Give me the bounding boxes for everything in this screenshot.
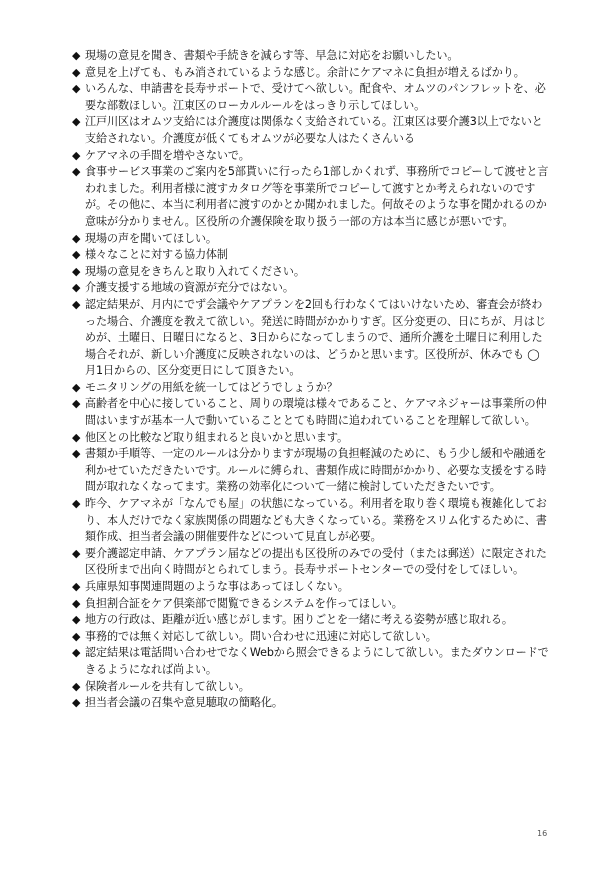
comment-text: 要介護認定申請、ケアプラン届などの提出も区役所のみでの受付（または郵送）に限定された区役所まで出向く時間がとられてしまう。長寿サポートセンターでの受付をしてほしい。 bbox=[85, 546, 547, 577]
diamond-bullet-icon: ◆ bbox=[72, 231, 81, 245]
diamond-bullet-icon: ◆ bbox=[72, 596, 81, 610]
comment-item bbox=[72, 430, 550, 447]
comment-item bbox=[72, 380, 550, 397]
page-number: 16 bbox=[537, 829, 548, 838]
comment-item bbox=[72, 629, 550, 646]
diamond-bullet-icon: ◆ bbox=[72, 115, 81, 129]
comment-text: いろんな、申請書を長寿サポートで、受けてへ欲しい。配食や、オムツのパンフレットを、必要な部数ほしい。江東区のローカルルールをはっきり示してほしい。 bbox=[85, 82, 546, 112]
comment-item bbox=[72, 297, 550, 380]
comment-text: 兵庫県知事関連問題のような事はあってほしくない。 bbox=[85, 580, 349, 593]
diamond-bullet-icon: ◆ bbox=[72, 580, 81, 593]
comment-item bbox=[72, 264, 550, 281]
comment-text: 認定結果は電話問い合わせでなくWebから照会できるようにして欲しい。またダウンロードできるようになれば尚よい。 bbox=[85, 646, 549, 676]
diamond-bullet-icon: ◆ bbox=[72, 397, 81, 411]
comment-text: 担当者会議の召集や意見聴取の簡略化。 bbox=[85, 696, 283, 710]
comment-text: 地方の行政は、距離が近い感じがします。困りごとを一緒に考える姿勢が感じ取れる。 bbox=[85, 613, 513, 627]
comment-text: ケアマネの手間を増やさないで。 bbox=[85, 148, 250, 162]
comment-item bbox=[72, 114, 550, 147]
comment-text: 現場の意見をきちんと取り入れてください。 bbox=[85, 264, 305, 278]
diamond-bullet-icon: ◆ bbox=[72, 148, 81, 162]
diamond-bullet-icon: ◆ bbox=[72, 430, 81, 444]
comment-item bbox=[72, 679, 550, 696]
comment-list bbox=[72, 48, 550, 712]
comment-item bbox=[72, 81, 550, 114]
comment-text: 様々なことに対する協力体制 bbox=[85, 248, 228, 262]
comment-text: 認定結果が、月内にでず会議やケアプランを2回も行わなくてはいけないため、審査会が終わった場合、介護度を教えて欲しい。発送に時間がかかりすぎ。区分変更の、日にちが、月はじめが、土曜日、日曜日になると、3日からになってしまうので、通所介護を土曜日に利用した場合それが、新しい介護度に反映されないのは、どうかと思います。区役所が、休みでも ◯月1日からの、区分変更日にして頂きたい。 bbox=[85, 297, 546, 378]
comment-item bbox=[72, 645, 550, 678]
diamond-bullet-icon: ◆ bbox=[72, 49, 81, 62]
comment-text: 介護支援する地域の資源が充分ではない。 bbox=[85, 281, 294, 295]
comment-text: 昨今、ケアマネが「なんでも屋」の状態になっている。利用者を取り巻く環境も複雑化しており、本人だけでなく家族関係の問題なども大きくなっている。業務をスリム化するために、書類作成、担当者会議の開催要件などについて見直しが必要。 bbox=[85, 497, 547, 544]
comment-text: 保険者ルールを共有して欲しい。 bbox=[85, 679, 250, 693]
comment-item bbox=[72, 280, 550, 297]
diamond-bullet-icon: ◆ bbox=[72, 380, 81, 394]
comment-item bbox=[72, 695, 550, 712]
comment-item bbox=[72, 164, 550, 230]
diamond-bullet-icon: ◆ bbox=[72, 447, 81, 461]
comment-text: 書類か手順等、一定のルールは分かりますが現場の負担軽減のために、もう少し緩和や融通を利かせていただきたいです。ルールに縛られ、書類作成に時間がかかり、必要な支援をする時間が取れなくなってます。業務の効率化について一緒に検討していただきたいです。 bbox=[85, 447, 547, 494]
diamond-bullet-icon: ◆ bbox=[72, 679, 81, 693]
diamond-bullet-icon: ◆ bbox=[72, 613, 81, 627]
diamond-bullet-icon: ◆ bbox=[72, 264, 81, 278]
diamond-bullet-icon: ◆ bbox=[72, 281, 81, 295]
comment-item bbox=[72, 65, 550, 82]
diamond-bullet-icon: ◆ bbox=[72, 546, 81, 560]
comment-item bbox=[72, 148, 550, 165]
diamond-bullet-icon: ◆ bbox=[72, 629, 81, 643]
comment-item bbox=[72, 446, 550, 496]
comment-text: 他区との比較など取り組まれると良いかと思います。 bbox=[85, 430, 348, 444]
diamond-bullet-icon: ◆ bbox=[72, 497, 81, 511]
diamond-bullet-icon: ◆ bbox=[72, 65, 81, 79]
comment-item bbox=[72, 396, 550, 429]
comment-text: 事務的では無く対応して欲しい。問い合わせに迅速に対応して欲しい。 bbox=[85, 629, 437, 643]
comment-item bbox=[72, 496, 550, 546]
comment-text: 食事サービス事業のご案内を5部貰いに行ったら1部しかくれず、事務所でコピーして渡せと言われました。利用者様に渡すカタログ等を事業所でコピーして渡すとか考えられないのですが。その他に、本当に利用者に渡すのかとか聞かれました。何故そのような事を聞かれるのか意味が分かりません。区役所の介護保険を取り扱う一部の方は本当に感じが悪いです。 bbox=[85, 165, 549, 228]
diamond-bullet-icon: ◆ bbox=[72, 646, 81, 660]
diamond-bullet-icon: ◆ bbox=[72, 82, 81, 96]
comment-item bbox=[72, 247, 550, 264]
comment-text: モニタリングの用紙を統一してはどうでしょうか？ bbox=[85, 380, 338, 394]
diamond-bullet-icon: ◆ bbox=[72, 248, 81, 262]
comment-text: 負担割合証をケア倶楽部で閲覧できるシステムを作ってほしい。 bbox=[85, 596, 403, 610]
comment-item bbox=[72, 612, 550, 629]
comment-text: 高齢者を中心に接していること、周りの環境は様々であること、ケアマネジャーは事業所の仲間はいますが基本一人で動いていることとても時間に追われていることを理解して欲しい。 bbox=[85, 397, 547, 428]
comment-text: 江戸川区はオムツ支給には介護度は関係なく支給されている。江東区は要介護3以上でないと支給されない。介護度が低くてもオムツが必要な人はたくさんいる bbox=[85, 115, 543, 145]
diamond-bullet-icon: ◆ bbox=[72, 165, 81, 179]
comment-text: 意見を上げても、もみ消されているような感じ。余計にケアマネに負担が増えるばかり。 bbox=[85, 65, 525, 79]
comment-item bbox=[72, 546, 550, 579]
comment-text: 現場の意見を聞き、書類や手続きを減らす等、早急に対応をお願いしたい。 bbox=[85, 49, 459, 62]
comment-item bbox=[72, 596, 550, 613]
comment-item bbox=[72, 48, 550, 65]
comment-item bbox=[72, 231, 550, 248]
comment-item bbox=[72, 579, 550, 596]
comment-text: 現場の声を聞いてほしい。 bbox=[85, 231, 217, 245]
diamond-bullet-icon: ◆ bbox=[72, 297, 81, 311]
diamond-bullet-icon: ◆ bbox=[72, 696, 81, 710]
